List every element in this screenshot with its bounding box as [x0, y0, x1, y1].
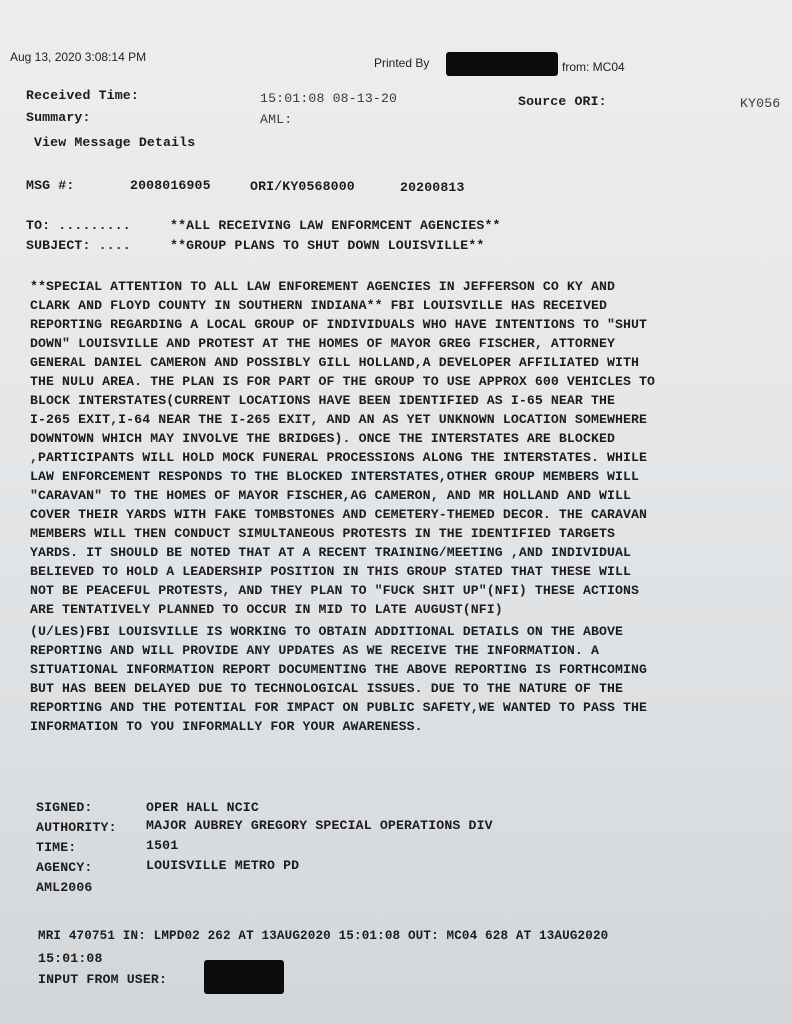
summary-value: AML:: [260, 112, 293, 127]
body-line: SITUATIONAL INFORMATION REPORT DOCUMENTING THE ABOVE REPORTING IS FORTHCOMING: [30, 662, 648, 677]
source-ori-label: Source ORI:: [518, 94, 607, 109]
to-value: **ALL RECEIVING LAW ENFORMCENT AGENCIES**: [170, 218, 501, 233]
msg-date-value: 20200813: [400, 180, 465, 195]
body-line: "CARAVAN" TO THE HOMES OF MAYOR FISCHER,AG CAMERON, AND MR HOLLAND AND WILL: [30, 488, 632, 503]
body-line: LAW ENFORCEMENT RESPONDS TO THE BLOCKED INTERSTATES,OTHER GROUP MEMBERS WILL: [30, 469, 640, 484]
body-line: (U/LES)FBI LOUISVILLE IS WORKING TO OBTAIN ADDITIONAL DETAILS ON THE ABOVE: [30, 624, 624, 639]
authority-label: AUTHORITY:: [36, 820, 117, 835]
printed-by-label: Printed By: [374, 56, 430, 70]
body-line: **SPECIAL ATTENTION TO ALL LAW ENFOREMENT AGENCIES IN JEFFERSON CO KY AND: [30, 279, 616, 294]
msg-number-value: 2008016905: [130, 178, 211, 193]
redaction-user: [204, 960, 284, 994]
body-line: ,PARTICIPANTS WILL HOLD MOCK FUNERAL PROCESSIONS ALONG THE INTERSTATES. WHILE: [30, 450, 648, 465]
body-line: ARE TENTATIVELY PLANNED TO OCCUR IN MID TO LATE AUGUST(NFI): [30, 602, 503, 617]
signed-value: OPER HALL NCIC: [146, 800, 259, 815]
body-line: THE NULU AREA. THE PLAN IS FOR PART OF THE GROUP TO USE APPROX 600 VEHICLES TO: [30, 374, 656, 389]
from-label: from: MC04: [562, 60, 625, 74]
agency-code: AML2006: [36, 880, 93, 895]
body-line: BUT HAS BEEN DELAYED DUE TO TECHNOLOGICAL ISSUES. DUE TO THE NATURE OF THE: [30, 681, 624, 696]
summary-label: Summary:: [26, 110, 91, 125]
received-time-label: Received Time:: [26, 88, 139, 103]
time-label: TIME:: [36, 840, 77, 855]
body-line: BLOCK INTERSTATES(CURRENT LOCATIONS HAVE BEEN IDENTIFIED AS I-65 NEAR THE: [30, 393, 616, 408]
body-line: GENERAL DANIEL CAMERON AND POSSIBLY GILL HOLLAND,A DEVELOPER AFFILIATED WITH: [30, 355, 640, 370]
body-line: MEMBERS WILL THEN CONDUCT SIMULTANEOUS PROTESTS IN THE IDENTIFIED TARGETS: [30, 526, 616, 541]
body-line: REPORTING AND WILL PROVIDE ANY UPDATES AS WE RECEIVE THE INFORMATION. A: [30, 643, 599, 658]
agency-label: AGENCY:: [36, 860, 93, 875]
print-timestamp: Aug 13, 2020 3:08:14 PM: [10, 50, 147, 64]
agency-value: LOUISVILLE METRO PD: [146, 858, 300, 873]
time-value: 1501: [146, 838, 179, 853]
body-line: BELIEVED TO HOLD A LEADERSHIP POSITION IN THIS GROUP STATED THAT THESE WILL: [30, 564, 632, 579]
to-label: TO: .........: [26, 218, 131, 233]
body-line: YARDS. IT SHOULD BE NOTED THAT AT A RECENT TRAINING/MEETING ,AND INDIVIDUAL: [30, 545, 632, 560]
body-line: DOWN" LOUISVILLE AND PROTEST AT THE HOMES OF MAYOR GREG FISCHER, ATTORNEY: [30, 336, 616, 351]
subject-value: **GROUP PLANS TO SHUT DOWN LOUISVILLE**: [170, 238, 485, 253]
redaction-printed-by: [446, 52, 558, 76]
body-line: I-265 EXIT,I-64 NEAR THE I-265 EXIT, AND AN AS YET UNKNOWN LOCATION SOMEWHERE: [30, 412, 648, 427]
authority-value: MAJOR AUBREY GREGORY SPECIAL OPERATIONS DIV: [146, 818, 493, 833]
subject-label: SUBJECT: ....: [26, 238, 131, 253]
body-line: INFORMATION TO YOU INFORMALLY FOR YOUR AWARENESS.: [30, 719, 423, 734]
mri-line: MRI 470751 IN: LMPD02 262 AT 13AUG2020 15:01:08 OUT: MC04 628 AT 13AUG2020: [38, 929, 609, 943]
msg-number-label: MSG #:: [26, 178, 75, 193]
source-ori-value: KY056: [740, 96, 781, 111]
mri-time-line: 15:01:08: [38, 951, 103, 966]
view-message-details-link[interactable]: View Message Details: [34, 135, 196, 150]
input-from-user-label: INPUT FROM USER:: [38, 972, 168, 987]
msg-ori-value: ORI/KY0568000: [250, 179, 355, 194]
signed-label: SIGNED:: [36, 800, 93, 815]
body-line: REPORTING REGARDING A LOCAL GROUP OF INDIVIDUALS WHO HAVE INTENTIONS TO "SHUT: [30, 317, 648, 332]
body-line: COVER THEIR YARDS WITH FAKE TOMBSTONES AND CEMETERY-THEMED DECOR. THE CARAVAN: [30, 507, 648, 522]
received-time-value: 15:01:08 08-13-20: [260, 91, 398, 106]
body-line: DOWNTOWN WHICH MAY INVOLVE THE BRIDGES). ONCE THE INTERSTATES ARE BLOCKED: [30, 431, 616, 446]
body-line: REPORTING AND THE POTENTIAL FOR IMPACT ON PUBLIC SAFETY,WE WANTED TO PASS THE: [30, 700, 648, 715]
body-line: NOT BE PEACEFUL PROTESTS, AND THEY PLAN TO "FUCK SHIT UP"(NFI) THESE ACTIONS: [30, 583, 640, 598]
body-line: CLARK AND FLOYD COUNTY IN SOUTHERN INDIANA** FBI LOUISVILLE HAS RECEIVED: [30, 298, 607, 313]
